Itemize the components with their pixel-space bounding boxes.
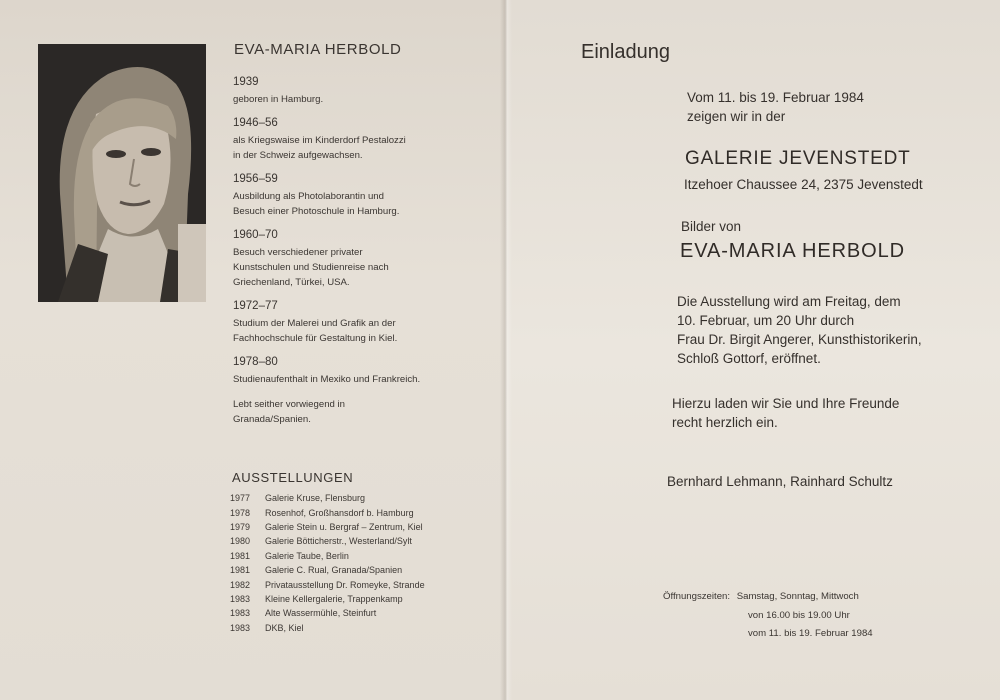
exhibition-dates-text: Vom 11. bis 19. Februar 1984 zeigen wir in der xyxy=(687,90,864,124)
opening-hours-time: von 16.00 bis 19.00 Uhr xyxy=(748,609,850,621)
exhibition-year: 1983 xyxy=(230,608,251,619)
bio-text: Studienaufenthalt in Mexiko und Frankreich. xyxy=(233,374,421,385)
bio-year: 1972–77 xyxy=(233,300,278,312)
opening-hours xyxy=(663,591,873,647)
exhibition-row xyxy=(230,621,490,635)
bio-entry xyxy=(233,229,473,290)
invitation-title: Einladung xyxy=(581,41,670,63)
bio-entry xyxy=(233,76,473,107)
bio-entry xyxy=(233,356,473,387)
exhibition-row xyxy=(230,606,490,620)
exhibition-venue: Galerie Kruse, Flensburg xyxy=(265,493,366,504)
artist-name: EVA-MARIA HERBOLD xyxy=(680,240,905,262)
opening-hours-label: Öffnungszeiten: xyxy=(663,591,731,602)
artist-portrait-photo xyxy=(38,44,206,302)
exhibition-row xyxy=(230,563,490,577)
bio-text: geboren in Hamburg. xyxy=(233,94,324,105)
exhibition-row xyxy=(230,491,490,505)
bio-entry xyxy=(233,117,473,163)
bio-year: 1939 xyxy=(233,76,259,88)
page-fold xyxy=(500,0,512,700)
bio-text: Studium der Malerei und Grafik an der Fachhochschule für Gestaltung in Kiel. xyxy=(233,318,398,344)
bio-entry xyxy=(233,173,473,219)
exhibition-venue: Galerie C. Rual, Granada/Spanien xyxy=(265,565,403,576)
exhibition-year: 1980 xyxy=(230,536,251,547)
exhibition-venue: Rosenhof, Großhansdorf b. Hamburg xyxy=(265,507,414,518)
bio-year: 1956–59 xyxy=(233,173,278,185)
bio-text: Ausbildung als Photolaborantin und Besuch einer Photoschule in Hamburg. xyxy=(233,191,400,217)
exhibition-year: 1983 xyxy=(230,593,251,604)
opening-hours-period: vom 11. bis 19. Februar 1984 xyxy=(748,628,873,639)
exhibition-venue: Privatausstellung Dr. Romeyke, Strande xyxy=(265,579,425,590)
exhibitions-heading: AUSSTELLUNGEN xyxy=(232,470,354,485)
exhibition-row xyxy=(230,520,490,534)
exhibition-year: 1979 xyxy=(230,521,251,532)
opening-text: Die Ausstellung wird am Freitag, dem 10. Februar, um 20 Uhr durch Frau Dr. Birgit Angerer, Kunsthistorikerin, Schloß Gottorf, eröffnet. xyxy=(677,294,922,366)
exhibition-venue: Galerie Bötticherstr., Westerland/Sylt xyxy=(265,536,412,547)
hosts-names: Bernhard Lehmann, Rainhard Schultz xyxy=(667,474,893,489)
exhibition-venue: DKB, Kiel xyxy=(265,622,304,633)
bio-year: 1946–56 xyxy=(233,117,278,129)
biography-list xyxy=(233,76,473,437)
bio-year: 1960–70 xyxy=(233,229,278,241)
bio-name-heading: EVA-MARIA HERBOLD xyxy=(234,41,402,58)
exhibition-year: 1981 xyxy=(230,550,251,561)
bio-entry xyxy=(233,300,473,346)
exhibition-row xyxy=(230,534,490,548)
exhibition-row xyxy=(230,577,490,591)
exhibition-row xyxy=(230,549,490,563)
exhibition-venue: Alte Wassermühle, Steinfurt xyxy=(265,608,377,619)
exhibition-year: 1982 xyxy=(230,579,251,590)
exhibition-row xyxy=(230,505,490,519)
bio-text: als Kriegswaise im Kinderdorf Pestalozzi in der Schweiz aufgewachsen. xyxy=(233,135,406,161)
exhibition-venue: Galerie Stein u. Bergraf – Zentrum, Kiel xyxy=(265,521,423,532)
bio-text: Besuch verschiedener privater Kunstschulen und Studienreise nach Griechenland, Türkei, USA. xyxy=(233,247,389,288)
opening-hours-days: Samstag, Sonntag, Mittwoch xyxy=(736,591,859,602)
exhibition-venue: Galerie Taube, Berlin xyxy=(265,550,349,561)
gallery-name: GALERIE JEVENSTEDT xyxy=(685,148,911,169)
invite-text: Hierzu laden wir Sie und Ihre Freunde recht herzlich ein. xyxy=(672,396,900,430)
exhibitions-list xyxy=(230,491,490,635)
exhibition-row xyxy=(230,592,490,606)
exhibition-venue: Kleine Kellergalerie, Trappenkamp xyxy=(265,593,403,604)
exhibition-year: 1981 xyxy=(230,565,251,576)
exhibition-year: 1977 xyxy=(230,493,251,504)
exhibition-year: 1978 xyxy=(230,507,251,518)
bio-year: 1978–80 xyxy=(233,356,278,368)
exhibition-year: 1983 xyxy=(230,622,251,633)
gallery-address: Itzehoer Chaussee 24, 2375 Jevenstedt xyxy=(684,177,923,192)
bio-text: Lebt seither vorwiegend in Granada/Spanien. xyxy=(233,399,345,425)
pictures-by-label: Bilder von xyxy=(681,219,742,234)
bio-entry xyxy=(233,397,473,427)
